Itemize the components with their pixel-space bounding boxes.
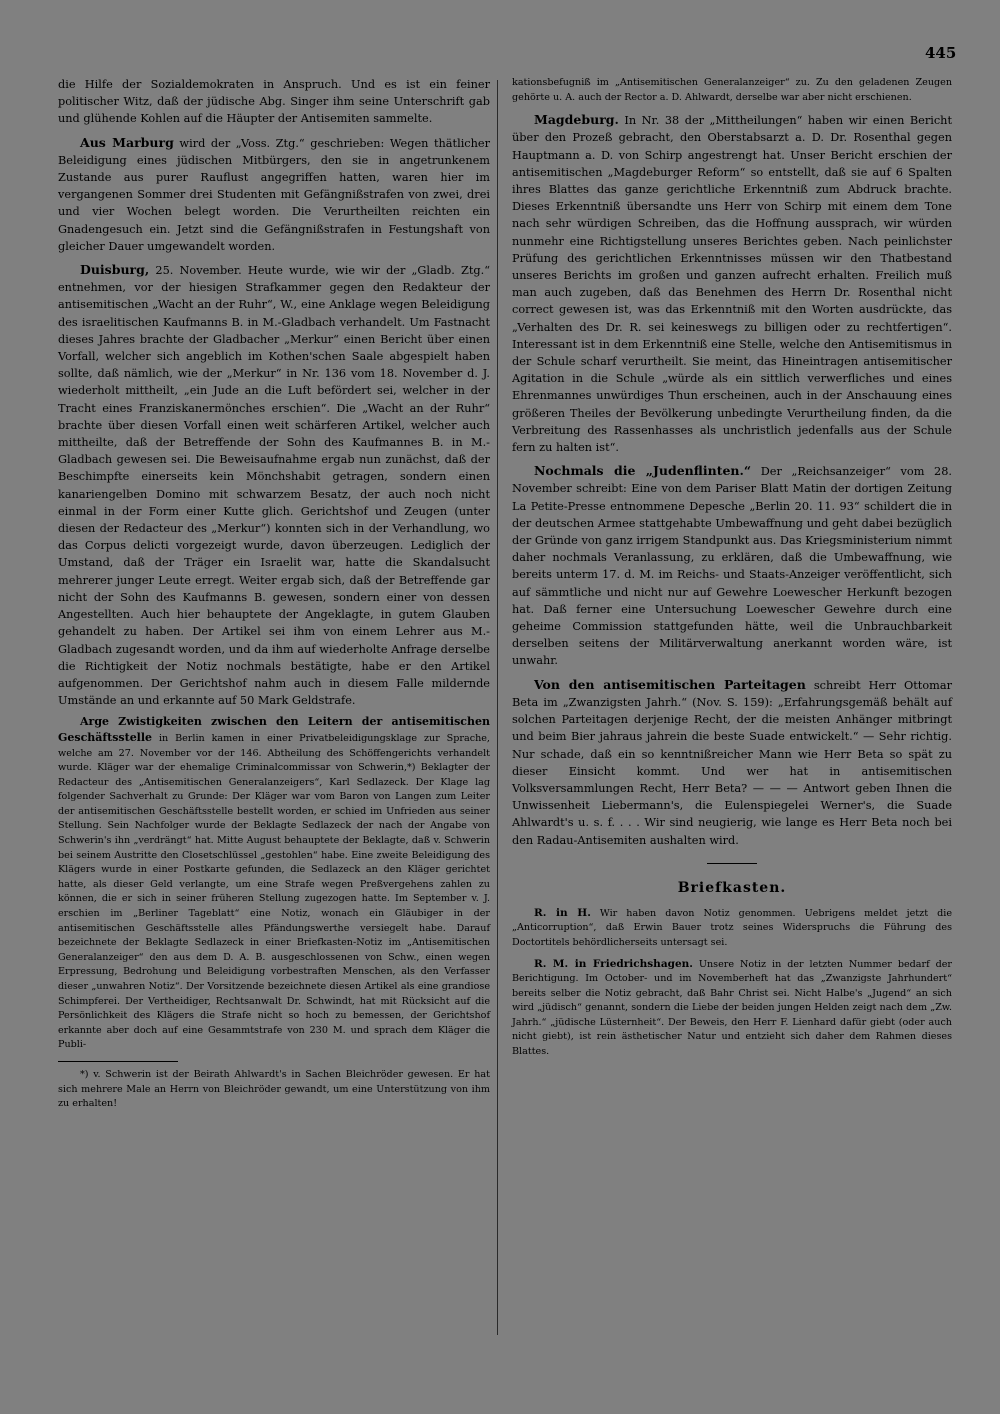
- footnote: *) v. Schwerin ist der Beirath Ahlwardt's in Sachen Bleichröder gewesen. Er hat sich mehrere Male an Herrn von Bleichröder gewandt, um eine Unterstützung von ihm zu erhalten!: [58, 1068, 490, 1110]
- briefkasten-item-1: [512, 906, 952, 951]
- marburg-heading: Aus Marburg: [80, 134, 174, 150]
- nochmals-heading: Nochmals die „Judenflinten.“: [534, 463, 752, 479]
- continuation-text: kationsbefugniß im „Antisemitischen Generalanzeiger“ zu. Zu den geladenen Zeugen gehörte u. A. auch der Rector a. D. Ahlwardt, derselbe war aber nicht erschienen.: [512, 77, 952, 103]
- briefkasten-item-1-text: Wir haben davon Notiz genommen. Uebrigens meldet jetzt die „Anticorruption“, daß Erwin Bauer trotz seines Widerspruchs die Führung des Doctortitels behördlicherseits untersagt sei.: [512, 907, 952, 948]
- article-parteitage: [512, 676, 952, 849]
- right-column: [512, 76, 952, 1066]
- paragraph-intro: die Hilfe der Sozialdemokraten in Anspruch. Und es ist ein feiner politischer Witz, daß der jüdische Abg. Singer ihm seine Unterschrift gab und glühende Kohlen auf die Häupter der Antisemiten sammelte.: [58, 78, 490, 126]
- marburg-text: wird der „Voss. Ztg.“ geschrieben: Wegen thätlicher Beleidigung eines jüdischen Mitbürgers, den sie in angetrunkenem Zustande aus purer Rauflust angegriffen hatten, waren hier im vergangenen Sommer drei Studenten mit Gefängnißstrafen von zwei, drei und vier Wochen belegt worden. Die Verurtheilten reichten ein Gnadengesuch ein. Jetzt sind die Gefängnißstrafen in Festungshaft von gleicher Dauer umgewandelt worden.: [58, 136, 490, 253]
- magdeburg-text: In Nr. 38 der „Mittheilungen“ haben wir einen Bericht über den Prozeß gebracht, den Oberstabsarzt a. D. Dr. Rosenthal gegen Hauptmann a. D. von Schirp angestrengt hat. Unser Bericht erschien der antisemitischen „Magdeburger Reform“ so entstellt, daß sie auf 6 Spalten ihres Blattes das ganze gerichtliche Erkenntniß zum Abdruck brachte. Dieses Erkenntniß übersandte uns Herr von Schirp mit einem dem Tone nach sehr würdigen Schreiben, das die Hoffnung aussprach, wir würden nunmehr eine Richtigstellung unseres Berichtes geben. Nach peinlichster Prüfung des gerichtlichen Erkenntnisses müssen wir den Thatbestand unseres Berichts im großen und ganzen aufrecht erhalten. Freilich muß man auch zugeben, daß das Benehmen des Herrn Dr. Rosenthal nicht correct gewesen ist, was das Erkenntniß mit den Worten ausdrückte, das „Verhalten des Dr. R. sei keineswegs zu billigen oder zu rechtfertigen“. Interessant ist in dem Erkenntniß eine Stelle, welche den Antisemitismus in der Schule scharf verurtheilt. Sie meint, das Hineintragen antisemitischer Agitation in die Schule „würde als ein sittlich verwerfliches und eines Ehrenmannes unwürdiges Thun erscheinen, auch in der Anschauung eines größeren Theiles der Bevölkerung unbedingte Verurtheilung finden, da die Verbreitung des Rassenhasses als unchristlich jedenfalls aus der Schule fern zu halten ist“.: [512, 114, 953, 455]
- briefkasten-item-2-heading: R. M. in Friedrichshagen.: [534, 957, 693, 970]
- footnote-rule: [58, 1061, 178, 1062]
- magdeburg-heading: Magdeburg.: [534, 112, 619, 128]
- article-arge: [58, 715, 490, 1053]
- article-marburg: [58, 134, 490, 255]
- briefkasten-item-1-heading: R. in H.: [534, 906, 591, 919]
- briefkasten-title: Briefkasten.: [677, 879, 787, 896]
- parteitage-heading: Von den antisemitischen Parteitagen: [534, 676, 806, 692]
- section-rule: [707, 863, 757, 864]
- briefkasten-item-2: [512, 957, 952, 1060]
- page-number: 445: [925, 44, 957, 62]
- article-magdeburg: [512, 111, 952, 456]
- briefkasten-item-2-text: Unsere Notiz in der letzten Nummer bedarf der Berichtigung. Im October- und im Novemberheft hat das „Zwanzigste Jahrhundert“ bereits selber die Notiz gebracht, daß Bahr Christ sei. Nicht Halbe's „Jugend“ an sich wird „jüdisch“ genannt, sondern die Liebe der beiden jungen Helden zeigt nach dem „Zw. Jahrh.“ „jüdische Lüsternheit“. Der Beweis, den Herr F. Lienhard dafür giebt (oder auch nicht giebt), ist rein ästhetischer Natur und entzieht sich daher dem Rahmen dieses Blattes.: [512, 958, 952, 1058]
- article-nochmals: [512, 462, 952, 669]
- left-column: [58, 76, 490, 1118]
- column-divider: [497, 80, 498, 1335]
- arge-text: in Berlin kamen in einer Privatbeleidigungsklage zur Sprache, welche am 27. November vor der 146. Abtheilung des Schöffengerichts verhandelt wurde. Kläger war der ehemalige Criminalcommissar von Schwerin,*) Beklagter der Redacteur des „Antisemitischen Generalanzeigers“, Karl Sedlazeck. Der Klage lag folgender Sachverhalt zu Grunde: Der Kläger war vom Baron von Langen zum Leiter der antisemitischen Geschäftsstelle bestellt worden, er schied im Unfrieden aus seiner Stellung. Sein Nachfolger wurde der Beklagte Sedlazeck der nach der Angabe von Schwerin's ihn „verdrängt“ hat. Mitte August behauptete der Beklagte, daß v. Schwerin bei seinem Austritte den Closetschlüssel „gestohlen“ habe. Eine zweite Beleidigung des Klägers wurde in einer Postkarte gefunden, die Sedlazeck an den Kläger gerichtet hatte, als dieser Geld verlangte, um eine Strafe wegen Preßvergehens zahlen zu können, die er sich in seiner früheren Stellung zugezogen hatte. Im September v. J. erschien im „Berliner Tageblatt“ eine Notiz, wonach ein Gläubiger in der antisemitischen Geschäftsstelle alles Pfändungswerthe versiegelt habe. Darauf bezeichnete der Beklagte Sedlazeck in einer Briefkasten-Notiz im „Antisemitischen Generalanzeiger“ den aus dem D. A. B. ausgeschlossenen von Schw., einen wegen Erpressung, Bedrohung und Beleidigung vorbestraften Menschen, als den Verfasser dieser „unwahren Notiz“. Der Vorsitzende bezeichnete diesen Artikel als eine grandiose Schimpferei. Der Vertheidiger, Rechtsanwalt Dr. Schwindt, hat mit Rücksicht auf die Persönlichkeit des Klägers die Strafe nicht so hoch zu bemessen, der Gerichtshof erkannte aber doch auf eine Gesammtstrafe von 230 M. und sprach dem Kläger die Publi-: [58, 732, 490, 1051]
- article-duisburg: [58, 261, 490, 709]
- parteitage-text: schreibt Herr Ottomar Beta im „Zwanzigsten Jahrh.“ (Nov. S. 159): „Erfahrungsgemäß behält auf solchen Parteitagen derjenige Recht, der die meisten Anhänger mitbringt und beim Bier jahraus jahrein die beste Suade entwickelt.“ — Sehr richtig. Nur schade, daß ein so kenntnißreicher Mann wie Herr Beta so spät zu dieser Einsicht kommt. Und wer hat in antisemitischen Volksversammlungen Recht, Herr Beta? — — — Antwort geben Ihnen die Unwissenheit Liebermann's, die Eulenspiegelei Werner's, die Suade Ahlwardt's u. s. f. . . . Wir sind neugierig, wie lange es Herr Beta noch bei den Radau-Antisemiten aushalten wird.: [512, 678, 952, 847]
- nochmals-text: Der „Reichsanzeiger“ vom 28. November schreibt: Eine von dem Pariser Blatt Matin der dortigen Zeitung La Petite-Presse entnommene Depesche „Berlin 20. 11. 93“ schildert die in der deutschen Armee stattgehabte Umbewaffnung und geht dabei bezüglich der Gründe von ganz irrigem Standpunkt aus. Das Kriegsministerium nimmt daher nochmals Veranlassung, zu erklären, daß die Umbewaffnung, wie bereits unterm 17. d. M. im Reichs- und Staats-Anzeiger veröffentlicht, sich auf sämmtliche und nicht nur auf Gewehre Loewescher Herkunft bezogen hat. Daß ferner eine Untersuchung Loewescher Gewehre durch eine geheime Commission stattgefunden hätte, weil die Unbrauchbarkeit derselben seitens der Militärverwaltung anerkannt worden wäre, ist unwahr.: [512, 465, 953, 668]
- duisburg-heading: Duisburg,: [80, 262, 150, 278]
- duisburg-text: 25. November. Heute wurde, wie wir der „Gladb. Ztg.“ entnehmen, vor der hiesigen Strafkammer gegen den Redakteur der antisemitischen „Wacht an der Ruhr“, W., eine Anklage wegen Beleidigung des israelitischen Kaufmanns B. in M.-Gladbach verhandelt. Um Fastnacht dieses Jahres brachte der Gladbacher „Merkur“ einen Bericht über einen Vorfall, welcher sich angeblich im Kothen'schen Saale abgespielt haben sollte, daß nämlich, wie der „Merkur“ in Nr. 136 vom 18. November d. J. wiederholt mittheilt, „ein Jude an die Luft befördert sei, welcher in der Tracht eines Franziskanermönches erschien“. Die „Wacht an der Ruhr“ brachte über diesen Vorfall einen weit schärferen Artikel, welcher auch mittheilte, daß der Betreffende der Sohn des Kaufmannes B. in M.-Gladbach gewesen sei. Die Beweisaufnahme ergab nun zunächst, daß der Beschimpfte einerseits kein Mönchshabit getragen, sondern einen kanariengelben Domino mit schwarzem Besatz, der auch noch nicht einmal in der Form einer Kutte glich. Gerichtshof und Zeugen (unter diesen der Redacteur des „Merkur“) konnten sich in der Verhandlung, wo das Corpus delicti vorgezeigt wurde, davon überzeugen. Lediglich der Umstand, daß der Träger ein Israelit war, hatte die Skandalsucht mehrerer junger Leute erregt. Weiter ergab sich, daß der Betreffende gar nicht der Sohn des Kaufmanns B. gewesen, sondern einer von dessen Angestellten. Auch hier behauptete der Angeklagte, in gutem Glauben gehandelt zu haben. Der Artikel sei ihm von einem Lehrer aus M.-Gladbach zugesandt worden, und da ihm auf wiederholte Anfrage derselbe die Richtigkeit der Notiz nochmals bestätigte, habe er den Artikel aufgenommen. Der Gerichtshof nahm auch in diesem Falle mildernde Umstände an und erkannte auf 50 Mark Geldstrafe.: [58, 264, 490, 708]
- arge-heading: Arge Zwistigkeiten zwischen den Leitern der antisemitischen Geschäftsstelle: [58, 715, 490, 744]
